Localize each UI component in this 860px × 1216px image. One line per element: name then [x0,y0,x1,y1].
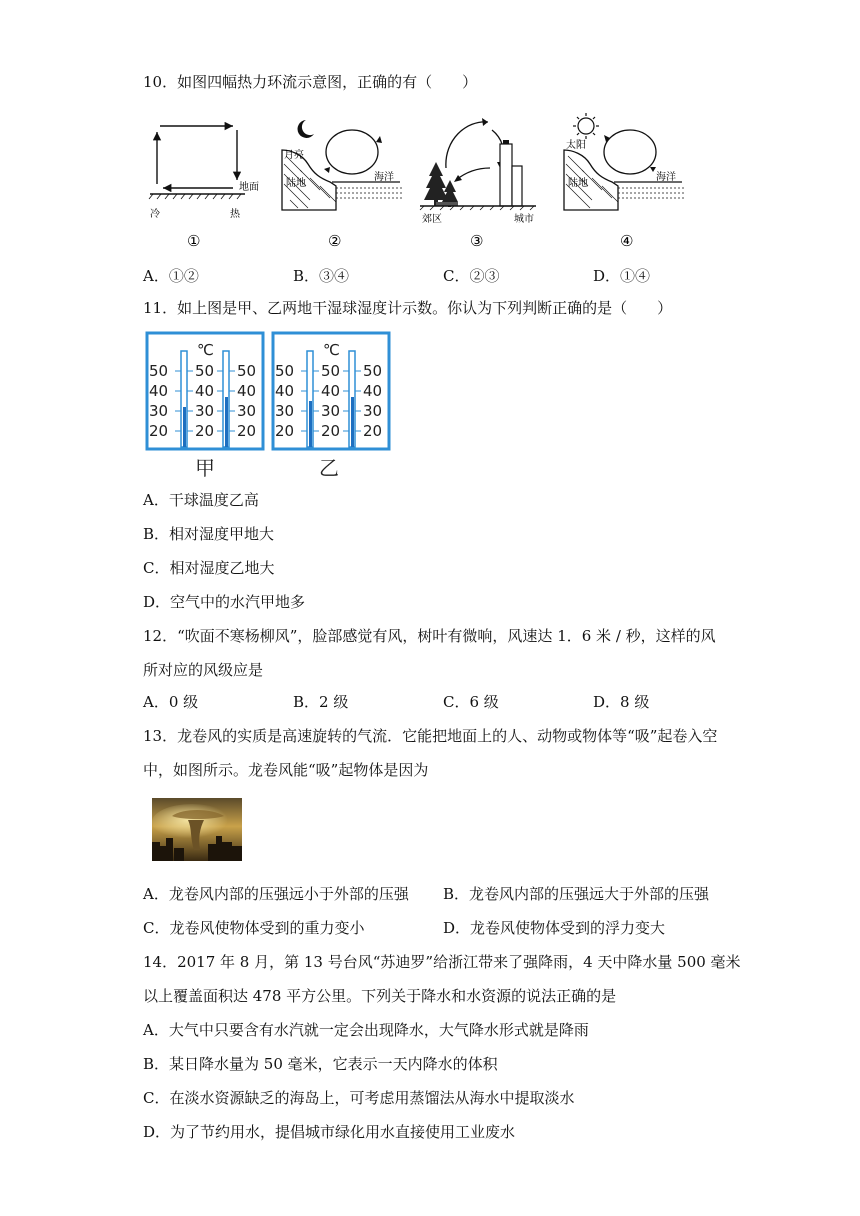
celsius-unit: ℃ [323,341,340,359]
q12-option-d[interactable]: D．8 级 [593,693,650,711]
hot-label: 热 [230,209,240,220]
tick-label: 50 [195,362,215,380]
tick-label: 40 [275,382,295,400]
tick-label: 30 [275,402,295,420]
q14-stem-line1: 14．2017 年 8 月，第 13 号台风“苏迪罗”给浙江带来了强降雨，4 天中降水量 500 毫米 [143,953,741,971]
q10-figure-4 [562,112,692,253]
tick-label: 40 [363,382,383,400]
figure-number-2: ② [328,232,342,250]
tick-label: 50 [321,362,341,380]
building-icon [500,140,522,206]
tick-label: 30 [195,402,215,420]
tick-label: 20 [275,422,295,440]
q11-stem: 11．如上图是甲、乙两地干湿球湿度计示数。你认为下列判断正确的是（ ） [143,299,673,317]
q11-option-a[interactable]: A．干球温度乙高 [143,491,259,509]
tick-label: 20 [149,422,169,440]
land-label: 陆地 [286,178,306,189]
q10-stem: 10．如图四幅热力环流示意图，正确的有（ ） [143,73,478,91]
q12-stem-line1: 12．“吹面不寒杨柳风”，脸部感觉有风，树叶有微响，风速达 1．6 米 / 秒，这样的风 [143,627,716,645]
circulation-diagram-2 [280,112,410,253]
tick-label: 50 [149,362,169,380]
q12-option-a[interactable]: A．0 级 [143,693,199,711]
land-label: 陆地 [568,178,588,189]
trees-icon [424,162,458,207]
city-label: 城市 [514,214,534,225]
q10-option-a[interactable]: A．①② [143,267,199,285]
cold-label: 冷 [150,209,160,220]
sea-label: 海洋 [374,172,394,183]
label-yi: 乙 [319,456,339,480]
q13-stem-line1: 13．龙卷风的实质是高速旋转的气流．它能把地面上的人、动物或物体等“吸”起卷入空 [143,727,718,745]
circulation-diagram-1 [145,118,270,253]
q14-option-b[interactable]: B．某日降水量为 50 毫米，它表示一天内降水的体积 [143,1055,498,1073]
tick-label: 40 [321,382,341,400]
figure-number-4: ④ [620,232,634,250]
tick-label: 20 [237,422,257,440]
q12-option-c[interactable]: C．6 级 [443,693,499,711]
moon-icon [298,120,314,138]
q13-option-b[interactable]: B．龙卷风内部的压强远大于外部的压强 [443,885,710,903]
suburb-label: 郊区 [422,214,442,225]
q10-figure-3 [416,110,546,253]
sea-label: 海洋 [656,172,676,183]
q13-option-c[interactable]: C．龙卷风使物体受到的重力变小 [143,919,365,937]
q10-option-b[interactable]: B．③④ [293,267,350,285]
tick-label: 20 [363,422,383,440]
sun-icon [573,113,599,139]
q11-option-d[interactable]: D．空气中的水汽甲地多 [143,593,306,611]
tick-label: 20 [195,422,215,440]
q10-figure-1 [145,118,270,253]
tick-label: 40 [149,382,169,400]
q13-option-d[interactable]: D．龙卷风使物体受到的浮力变大 [443,919,666,937]
tick-label: 50 [237,362,257,380]
q14-option-d[interactable]: D．为了节约用水，提倡城市绿化用水直接使用工业废水 [143,1123,516,1141]
tick-label: 30 [321,402,341,420]
q14-option-c[interactable]: C．在淡水资源缺乏的海岛上，可考虑用蒸馏法从海水中提取淡水 [143,1089,575,1107]
ground-label: 地面 [239,182,259,193]
label-jia: 甲 [195,456,215,480]
q12-option-b[interactable]: B．2 级 [293,693,349,711]
q14-option-a[interactable]: A．大气中只要含有水汽就一定会出现降水，大气降水形式就是降雨 [143,1021,589,1039]
tick-label: 40 [195,382,215,400]
circulation-diagram-4 [562,112,692,253]
tick-label: 30 [149,402,169,420]
tick-label: 30 [237,402,257,420]
q14-stem-line2: 以上覆盖面积达 478 平方公里。下列关于降水和水资源的说法正确的是 [143,987,617,1005]
q11-option-c[interactable]: C．相对湿度乙地大 [143,559,275,577]
tick-label: 30 [363,402,383,420]
sun-label: 太阳 [566,140,586,151]
q13-stem-line2: 中，如图所示。龙卷风能“吸”起物体是因为 [143,761,429,779]
q10-option-c[interactable]: C．②③ [443,267,500,285]
q10-figure-2 [280,112,410,253]
moon-label: 月亮 [284,150,304,161]
tick-label: 20 [321,422,341,440]
q13-option-a[interactable]: A．龙卷风内部的压强远小于外部的压强 [143,885,409,903]
hygrometer-diagram [143,331,393,481]
circulation-diagram-3 [416,110,546,253]
q10-option-d[interactable]: D．①④ [593,267,651,285]
tornado-photo [152,798,242,861]
tick-label: 50 [275,362,295,380]
q12-stem-line2: 所对应的风级应是 [143,661,264,679]
figure-number-3: ③ [470,232,484,250]
celsius-unit: ℃ [197,341,214,359]
q11-hygrometer-figure [143,331,393,481]
tick-label: 50 [363,362,383,380]
figure-number-1: ① [187,232,201,250]
q11-option-b[interactable]: B．相对湿度甲地大 [143,525,275,543]
tick-label: 40 [237,382,257,400]
